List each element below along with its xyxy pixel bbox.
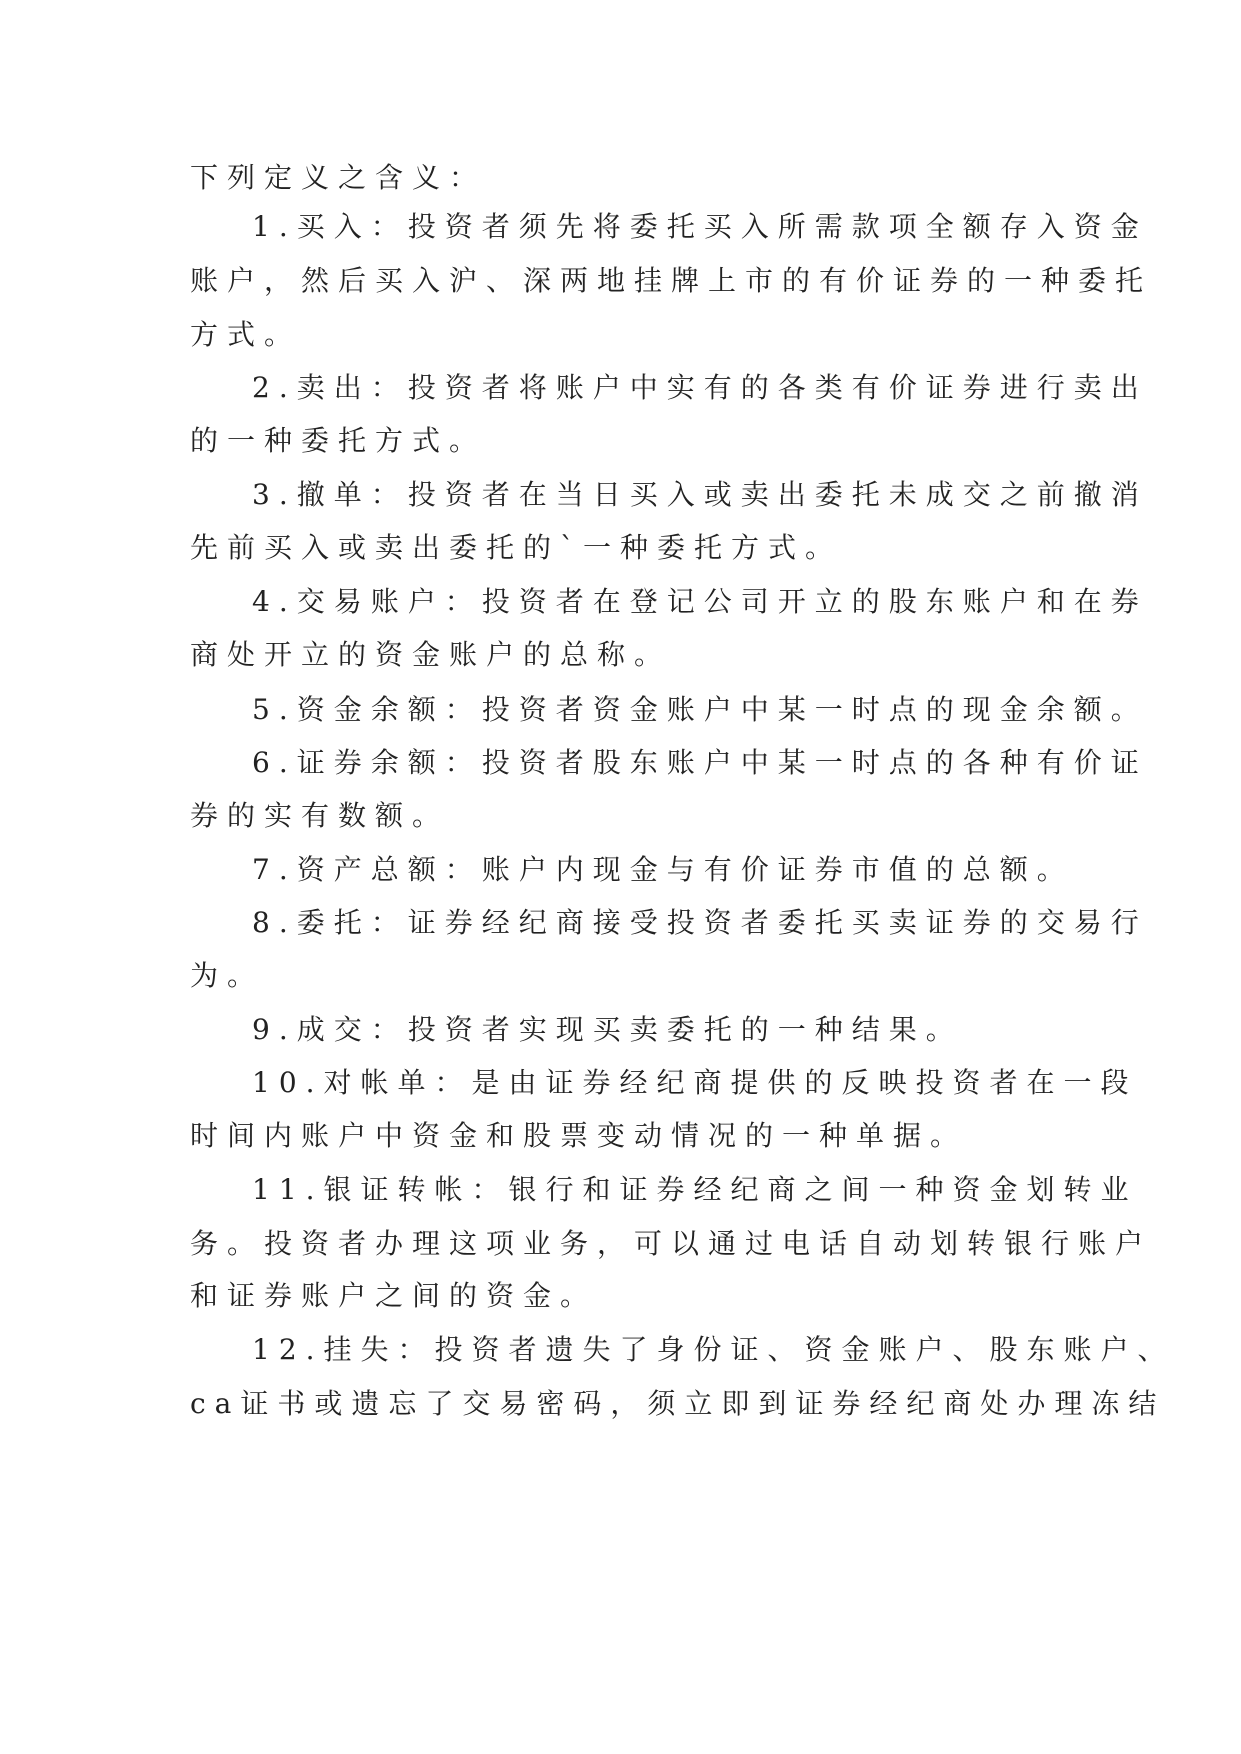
definition-3-line-1: 3.撤单：投资者在当日买入或卖出委托未成交之前撤消 <box>252 478 1148 511</box>
definition-11-line-2: 务。投资者办理这项业务，可以通过电话自动划转银行账户 <box>190 1227 1153 1260</box>
definition-4-line-1: 4.交易账户：投资者在登记公司开立的股东账户和在券 <box>252 585 1148 618</box>
definition-1-line-1: 1.买入：投资者须先将委托买入所需款项全额存入资金 <box>252 210 1148 243</box>
definition-12-line-2: ca证书或遗忘了交易密码，须立即到证券经纪商处办理冻结 <box>190 1387 1166 1420</box>
intro-line: 下列定义之含义： <box>190 161 487 194</box>
definition-11-line-1: 11.银证转帐：银行和证券经纪商之间一种资金划转业 <box>252 1173 1138 1206</box>
definition-8-line-1: 8.委托：证券经纪商接受投资者委托买卖证券的交易行 <box>252 906 1148 939</box>
definition-8-line-2: 为。 <box>190 959 265 992</box>
definition-6-line-1: 6.证券余额：投资者股东账户中某一时点的各种有价证 <box>252 746 1148 779</box>
definition-12-line-1: 12.挂失：投资者遗失了身份证、资金账户、股东账户、 <box>252 1333 1175 1366</box>
definition-3-line-2: 先前买入或卖出委托的`一种委托方式。 <box>190 531 843 564</box>
definition-2-line-1: 2.卖出：投资者将账户中实有的各类有价证券进行卖出 <box>252 371 1148 404</box>
definition-10-line-1: 10.对帐单：是由证券经纪商提供的反映投资者在一段 <box>252 1066 1138 1099</box>
definition-11-line-3: 和证券账户之间的资金。 <box>190 1279 598 1312</box>
definition-1-line-3: 方式。 <box>190 318 302 351</box>
definition-9-line-1: 9.成交：投资者实现买卖委托的一种结果。 <box>252 1013 963 1046</box>
definition-2-line-2: 的一种委托方式。 <box>190 424 487 457</box>
definition-1-line-2: 账户，然后买入沪、深两地挂牌上市的有价证券的一种委托 <box>190 264 1153 297</box>
definition-4-line-2: 商处开立的资金账户的总称。 <box>190 638 672 671</box>
definition-10-line-2: 时间内账户中资金和股票变动情况的一种单据。 <box>190 1119 968 1152</box>
definition-6-line-2: 券的实有数额。 <box>190 799 450 832</box>
definition-5-line-1: 5.资金余额：投资者资金账户中某一时点的现金余额。 <box>252 693 1148 726</box>
definition-7-line-1: 7.资产总额：账户内现金与有价证券市值的总额。 <box>252 853 1074 886</box>
